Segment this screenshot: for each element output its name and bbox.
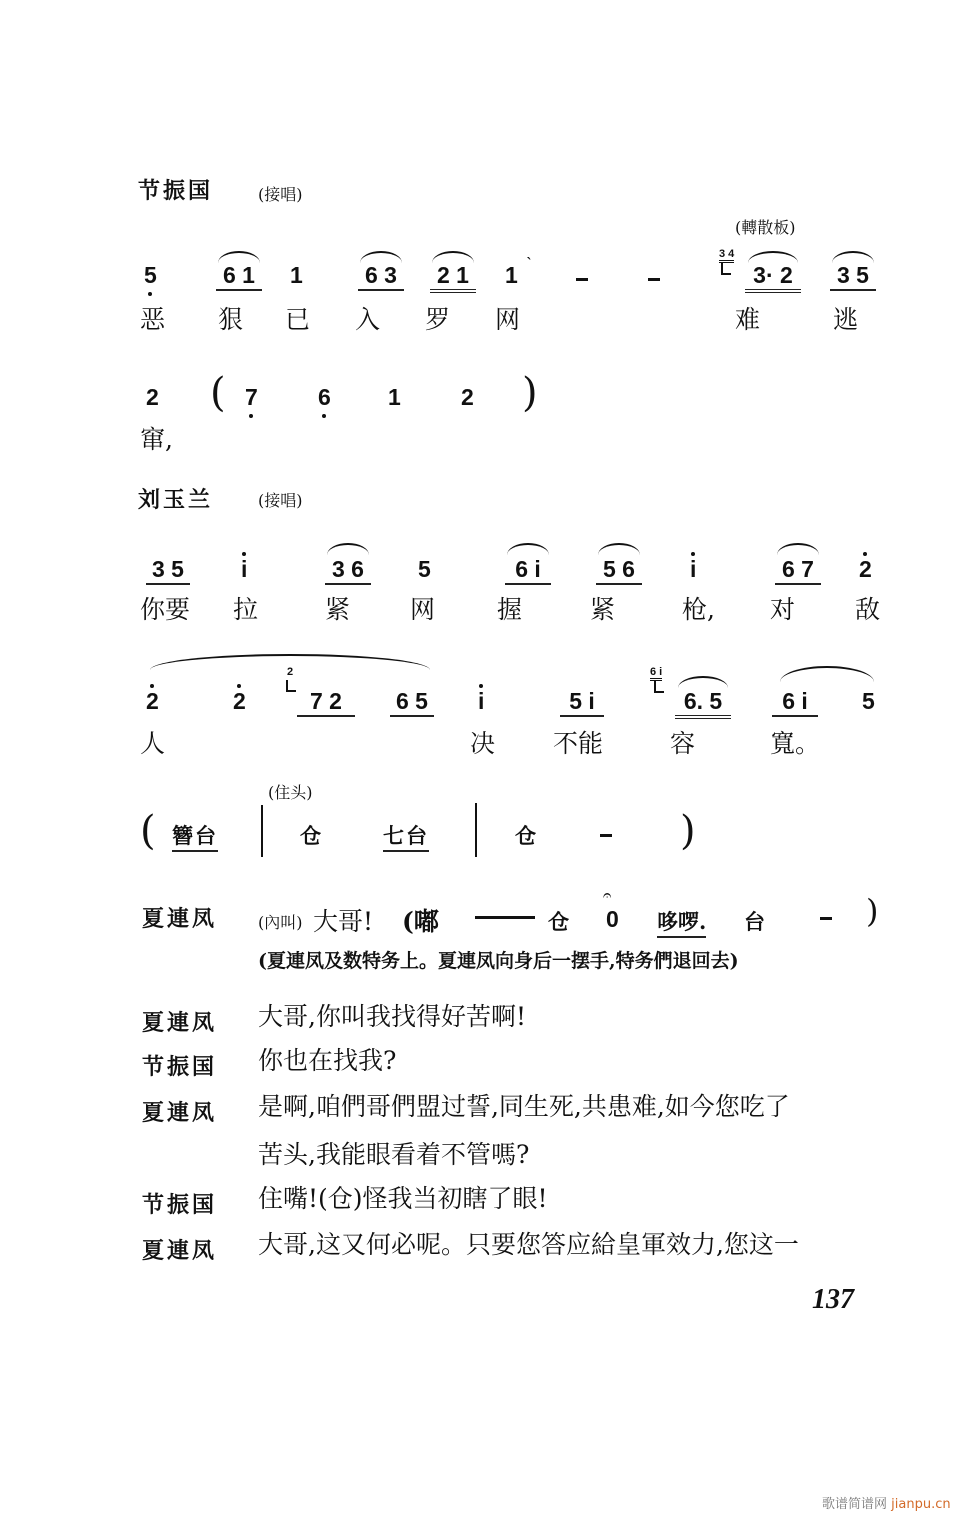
note: 1 xyxy=(388,384,401,410)
slur xyxy=(780,666,874,682)
long-dash xyxy=(475,916,535,919)
slur xyxy=(507,543,549,555)
grace-notes: 6 i xyxy=(650,666,662,681)
dialogue-text: 大哥,你叫我找得好苦啊! xyxy=(258,1002,526,1031)
lyric: 罗 xyxy=(425,305,451,334)
lyric: 人 xyxy=(140,729,166,758)
percussion-syllable: 簪台 xyxy=(172,820,218,852)
note: 2 xyxy=(859,556,872,582)
slur xyxy=(777,543,819,555)
percussion-syllable: 七台 xyxy=(383,820,429,852)
note: 2 xyxy=(233,688,246,714)
dialogue-text: 是啊,咱們哥們盟过誓,同生死,共患难,如今您吃了 xyxy=(258,1092,790,1121)
percussion-syllable: 哆啰. xyxy=(657,906,706,938)
note-group: 6 i xyxy=(772,688,818,717)
open-paren: ( xyxy=(140,808,156,854)
lyric: 握 xyxy=(497,595,523,624)
lyric: 寬。 xyxy=(770,729,821,758)
lyric: 你要 xyxy=(140,595,191,624)
lyric: 已 xyxy=(285,305,311,334)
breath-mark-icon: ˋ xyxy=(526,256,533,272)
role-name: 节振国 xyxy=(138,179,214,204)
watermark xyxy=(822,1493,951,1512)
note-group: 6. 5 xyxy=(675,688,731,719)
slur xyxy=(598,543,640,555)
note-group: 6 1 xyxy=(216,262,262,291)
note: 2 xyxy=(146,384,159,410)
note: 5 xyxy=(144,262,157,288)
dialogue-text: 大哥,这又何必呢。只要您答应給皇軍效力,您这一 xyxy=(258,1230,799,1259)
note-group: 6 5 xyxy=(390,688,434,717)
note: 5 xyxy=(862,688,875,714)
role-name: 节振国 xyxy=(142,1055,218,1080)
dash xyxy=(576,278,588,281)
percussion-syllable: 仓 xyxy=(300,823,321,848)
lyric: 恶 xyxy=(140,305,166,334)
bar-line xyxy=(261,805,263,857)
lyric: 枪, xyxy=(682,595,715,624)
singing-cue: (接唱) xyxy=(258,491,303,510)
grace-hook-icon xyxy=(654,681,664,693)
watermark-cn: 歌谱简谱网 xyxy=(822,1497,888,1512)
note: 2 xyxy=(461,384,474,410)
slur xyxy=(327,543,369,555)
lyric: 逃 xyxy=(833,305,859,334)
note: 1 xyxy=(505,262,518,288)
dash xyxy=(600,834,612,837)
singing-cue: (接唱) xyxy=(258,185,303,204)
bar-line xyxy=(475,803,477,857)
tempo-marking: (轉散板) xyxy=(735,218,796,237)
role-name: 夏連凤 xyxy=(142,907,218,932)
note: i xyxy=(478,688,485,714)
watermark-en: jianpu.cn xyxy=(891,1497,951,1512)
lyric: 对 xyxy=(770,595,796,624)
percussion-marking: (住头) xyxy=(268,783,313,802)
percussion-syllable: 仓 xyxy=(548,909,569,934)
grace-notes: 3 4 xyxy=(719,248,734,263)
dash xyxy=(820,917,832,920)
note-group: 6 i xyxy=(505,556,551,585)
grace-note: 2 xyxy=(287,666,294,678)
lyric: 容 xyxy=(670,729,696,758)
note: 6 xyxy=(318,384,331,410)
stage-direction: (夏連凤及数特务上。夏連凤向身后一摆手,特务們退回去) xyxy=(258,950,739,972)
dialogue-text-continued: 苦头,我能眼看着不管嗎? xyxy=(258,1140,530,1169)
rest: 0 xyxy=(606,906,619,932)
note-group: 7 2 xyxy=(297,688,355,717)
lyric: 网 xyxy=(410,595,436,624)
close-paren: ) xyxy=(522,370,538,416)
lyric: 紧 xyxy=(325,595,351,624)
close-paren: ) xyxy=(680,808,696,854)
lyric: 拉 xyxy=(233,595,259,624)
grace-hook-icon xyxy=(286,680,296,692)
lyric: 决 xyxy=(470,729,496,758)
role-name: 节振国 xyxy=(142,1193,218,1218)
note: 1 xyxy=(290,262,303,288)
note: i xyxy=(241,556,248,582)
dialogue-text: 住嘴!(仓)怪我当初瞎了眼! xyxy=(258,1184,548,1213)
note-group: 3· 2 xyxy=(745,262,801,293)
dash xyxy=(648,278,660,281)
lyric: 紧 xyxy=(590,595,616,624)
lyric: 狠 xyxy=(218,305,244,334)
role-name: 夏連凤 xyxy=(142,1011,218,1036)
note-group: 5 6 xyxy=(596,556,642,585)
percussion-syllable: 仓 xyxy=(515,823,536,848)
page-number: 137 xyxy=(812,1284,854,1315)
grace-hook-icon xyxy=(721,263,731,275)
note-group: 2 1 xyxy=(430,262,476,293)
note: i xyxy=(690,556,697,582)
percussion-syllable: (嘟 xyxy=(402,907,439,936)
slur xyxy=(678,676,728,688)
role-name: 夏連凤 xyxy=(142,1239,218,1264)
note: 7 xyxy=(245,384,258,410)
note-group: 3 5 xyxy=(146,556,190,585)
open-paren: ( xyxy=(210,370,226,416)
stage-cue: (內叫) xyxy=(258,913,303,932)
dialogue-text: 大哥! xyxy=(313,907,374,936)
lyric: 入 xyxy=(355,305,381,334)
note-group: 5 i xyxy=(560,688,604,717)
lyric: 不能 xyxy=(553,729,604,758)
note: 2 xyxy=(146,688,159,714)
note-group: 6 3 xyxy=(358,262,404,291)
lyric: 网 xyxy=(495,305,521,334)
note: 5 xyxy=(418,556,431,582)
note-group: 3 5 xyxy=(830,262,876,291)
note-group: 3 6 xyxy=(325,556,371,585)
lyric: 窜, xyxy=(140,425,173,454)
lyric: 难 xyxy=(735,305,761,334)
close-paren: ) xyxy=(866,892,879,930)
role-name: 刘玉兰 xyxy=(138,488,214,513)
lyric: 敌 xyxy=(855,595,881,624)
dialogue-text: 你也在找我? xyxy=(258,1046,397,1075)
fermata-icon: 𝄐 xyxy=(603,886,612,904)
role-name: 夏連凤 xyxy=(142,1101,218,1126)
note-group: 6 7 xyxy=(775,556,821,585)
percussion-syllable: 台 xyxy=(744,909,765,934)
